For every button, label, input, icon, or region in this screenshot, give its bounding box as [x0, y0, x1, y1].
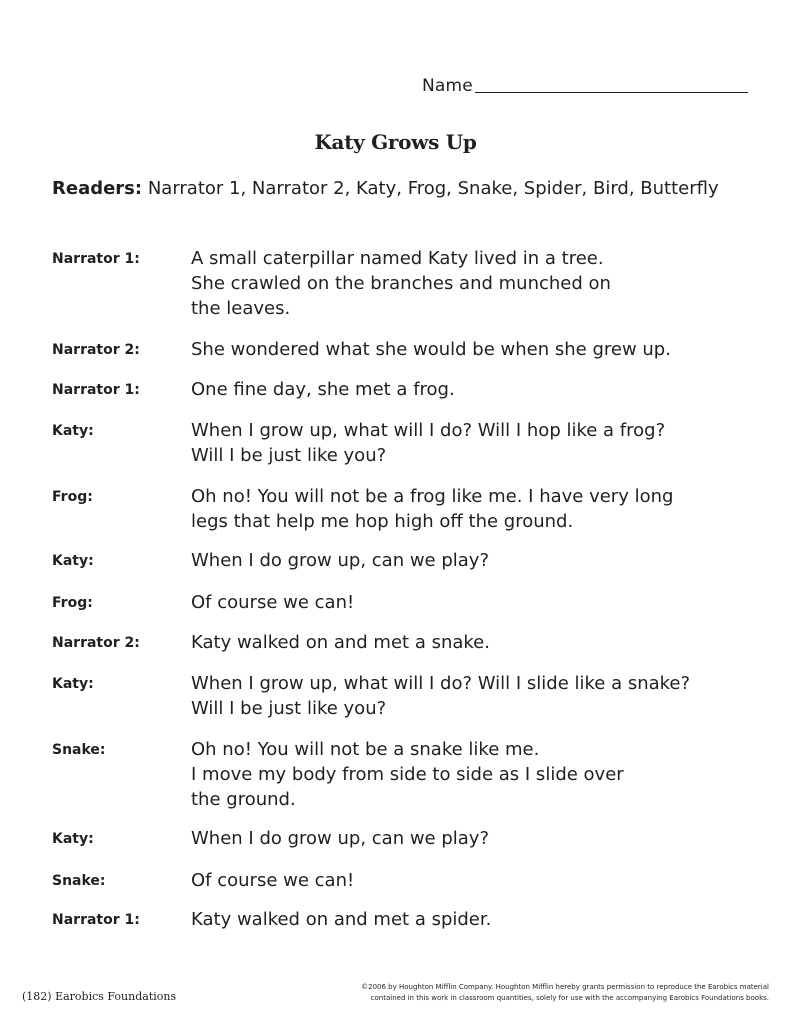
dialogue-line: Katy walked on and met a spider. — [191, 909, 492, 930]
dialogue-line: Will I be just like you? — [191, 445, 387, 466]
dialogue-line: One fine day, she met a frog. — [191, 379, 455, 400]
dialogue-line: When I grow up, what will I do? Will I hop like a frog? — [191, 420, 666, 441]
dialogue-text — [191, 337, 671, 362]
dialogue-line: She wondered what she would be when she grew up. — [191, 339, 671, 360]
speaker-label: Frog: — [52, 489, 93, 505]
speaker-label: Narrator 1: — [52, 251, 140, 267]
speaker-label: Frog: — [52, 595, 93, 611]
speaker-label: Katy: — [52, 423, 94, 439]
copyright-line: ©2006 by Houghton Mifflin Company. Houghton Mifflin hereby grants permission to reproduce the Earobics material — [361, 983, 769, 991]
speaker-label: Snake: — [52, 873, 106, 889]
readers-label: Readers: — [52, 178, 143, 199]
dialogue-text — [191, 590, 354, 615]
speaker-label: Snake: — [52, 742, 106, 758]
speaker-label: Narrator 2: — [52, 342, 140, 358]
dialogue-text — [191, 548, 489, 573]
dialogue-line: Of course we can! — [191, 592, 355, 613]
name-blank-line — [475, 92, 748, 93]
speaker-label: Narrator 2: — [52, 635, 140, 651]
dialogue-line: I move my body from side to side as I slide over — [191, 764, 624, 785]
dialogue-text — [191, 630, 490, 655]
dialogue-line: the leaves. — [191, 298, 291, 319]
dialogue-line: A small caterpillar named Katy lived in a tree. — [191, 248, 604, 269]
dialogue-text — [191, 418, 665, 468]
dialogue-line: Katy walked on and met a snake. — [191, 632, 490, 653]
name-field — [422, 76, 748, 96]
copyright-line: contained in this work in classroom quantities, solely for use with the accompanying Earobics Foundations books. — [370, 994, 769, 1002]
speaker-label: Katy: — [52, 553, 94, 569]
dialogue-line: When I do grow up, can we play? — [191, 550, 490, 571]
dialogue-line: She crawled on the branches and munched on — [191, 273, 611, 294]
footer-page-label: (182) Earobics Foundations — [22, 990, 177, 1003]
dialogue-line: Oh no! You will not be a frog like me. I have very long — [191, 486, 674, 507]
page-title: Katy Grows Up — [314, 130, 477, 154]
speaker-label: Katy: — [52, 676, 94, 692]
readers-line — [52, 178, 719, 199]
dialogue-text — [191, 246, 611, 321]
dialogue-line: legs that help me hop high off the ground. — [191, 511, 574, 532]
readers-list: Narrator 1, Narrator 2, Katy, Frog, Snake, Spider, Bird, Butterfly — [142, 178, 719, 199]
dialogue-line: When I do grow up, can we play? — [191, 828, 490, 849]
dialogue-text — [191, 868, 354, 893]
dialogue-text — [191, 484, 673, 534]
dialogue-line: the ground. — [191, 789, 296, 810]
dialogue-text — [191, 907, 491, 932]
dialogue-line: Will I be just like you? — [191, 698, 387, 719]
dialogue-line: Oh no! You will not be a snake like me. — [191, 739, 540, 760]
dialogue-line: Of course we can! — [191, 870, 355, 891]
footer-copyright — [361, 982, 769, 1004]
dialogue-line: When I grow up, what will I do? Will I slide like a snake? — [191, 673, 691, 694]
speaker-label: Narrator 1: — [52, 912, 140, 928]
speaker-label: Katy: — [52, 831, 94, 847]
dialogue-text — [191, 737, 624, 812]
dialogue-text — [191, 377, 455, 402]
name-label: Name — [422, 76, 473, 96]
dialogue-text — [191, 671, 690, 721]
speaker-label: Narrator 1: — [52, 382, 140, 398]
dialogue-text — [191, 826, 489, 851]
